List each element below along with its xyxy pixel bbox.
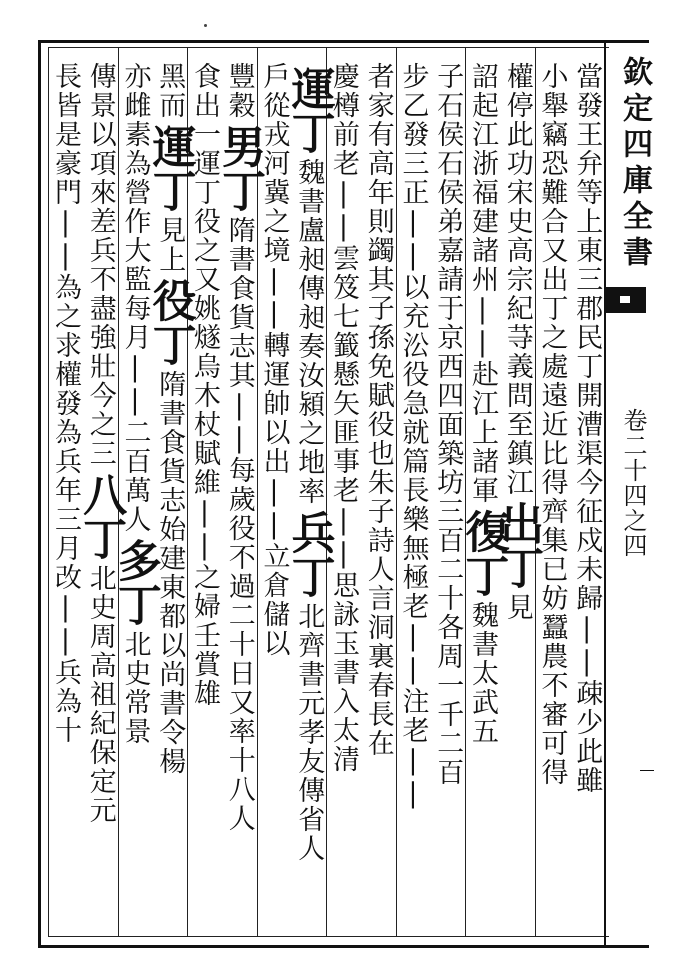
annotation-text: 亦雌 <box>119 62 151 120</box>
annotation-text: 者家有高年則蠲其子孫免賦役也朱子詩人言洞裏春長在 <box>362 62 394 758</box>
annotation-text: 長皆是豪門||為之求權發為兵 <box>49 62 81 476</box>
text-column <box>283 62 335 863</box>
annotation-text: 素為營作大監每月||二百萬人 <box>119 120 151 534</box>
text-column <box>396 62 431 811</box>
annotation-text: 步乙發三正||以充㳂役急就篇長樂無極老||注老|| <box>397 62 429 811</box>
text-column <box>326 62 361 774</box>
annotation-text: 豐 <box>223 62 255 91</box>
annotation-text: 戶從戎河冀之境||轉運 <box>258 62 290 389</box>
headword: 兵丁 <box>283 510 335 598</box>
text-column <box>214 62 266 833</box>
text-column <box>75 62 127 825</box>
annotation-text: 魏書盧昶傳昶奏汝潁之地率 <box>293 158 325 506</box>
annotation-text: 見 <box>501 593 533 622</box>
annotation-text: 年三月改||兵為十 <box>49 476 81 745</box>
annotation-text: 隋書食貨志其||每歲役不過二十日又率十八人 <box>223 216 255 833</box>
text-column <box>144 62 196 776</box>
annotation-text: 黑而 <box>154 62 186 120</box>
speck-mark <box>204 24 207 27</box>
book-title: 欽定四庫全書 <box>617 56 652 272</box>
headword: 多丁 <box>109 538 161 626</box>
volume-label: 卷二十四之四 <box>619 408 647 558</box>
margin-tick <box>640 770 654 771</box>
annotation-text: 帥以出||立倉儲以 <box>258 389 290 658</box>
text-column <box>457 62 509 746</box>
text-column <box>535 62 570 787</box>
margin-rule <box>604 40 606 945</box>
annotation-text: 傳景以項來差兵不盡強壯今之三 <box>84 62 116 468</box>
text-column <box>109 62 161 746</box>
annotation-text: 權停此功宋史高宗紀䒭義問至鎮江 <box>501 62 533 497</box>
annotation-text: 隋書食貨志始建東都以尚書令楊 <box>154 370 186 776</box>
annotation-text: 食 <box>188 62 220 91</box>
headword: 出丁 <box>492 501 544 589</box>
text-column <box>430 62 465 787</box>
annotation-text: 穀 <box>223 91 255 120</box>
annotation-text: 慶樽前老||雲笈七籖懸矢匪事老||思詠玉書入太清 <box>327 62 359 774</box>
annotation-text: 詔起江浙福建諸州||赴江上諸軍 <box>466 62 498 505</box>
annotation-text: 北史周高祖紀保定元 <box>84 564 116 825</box>
annotation-text: 子石侯石侯弟嘉請于京西四面築坊三百二十各周一千二百 <box>432 62 464 787</box>
annotation-text: 魏書太武五 <box>466 601 498 746</box>
headword: 男丁 <box>214 124 266 212</box>
annotation-text: 見上 <box>154 216 186 274</box>
headword: 役丁 <box>144 278 196 366</box>
annotation-text: 小舉竊恐難合又出丁之處遠近比得齊集已妨蠶農不審可得 <box>536 62 568 787</box>
headword: 八丁 <box>75 472 127 560</box>
text-column <box>48 62 83 745</box>
annotation-text: 北齊書元孝友傳省人 <box>293 602 325 863</box>
headword: 運丁 <box>144 124 196 212</box>
fish-tail-mark <box>606 287 646 313</box>
headword: 運丁 <box>283 66 335 154</box>
annotation-text: 當發王弁等上東三郡民丁開漕渠今征戍未歸||疎少此雖 <box>571 62 603 795</box>
text-column <box>569 62 604 795</box>
text-column <box>361 62 396 758</box>
annotation-text: 出一運丁役之又姚燧烏木杖賦維||之婦壬賞雄 <box>188 91 220 708</box>
annotation-text: 北史常景 <box>119 630 151 746</box>
headword: 復丁 <box>457 509 509 597</box>
